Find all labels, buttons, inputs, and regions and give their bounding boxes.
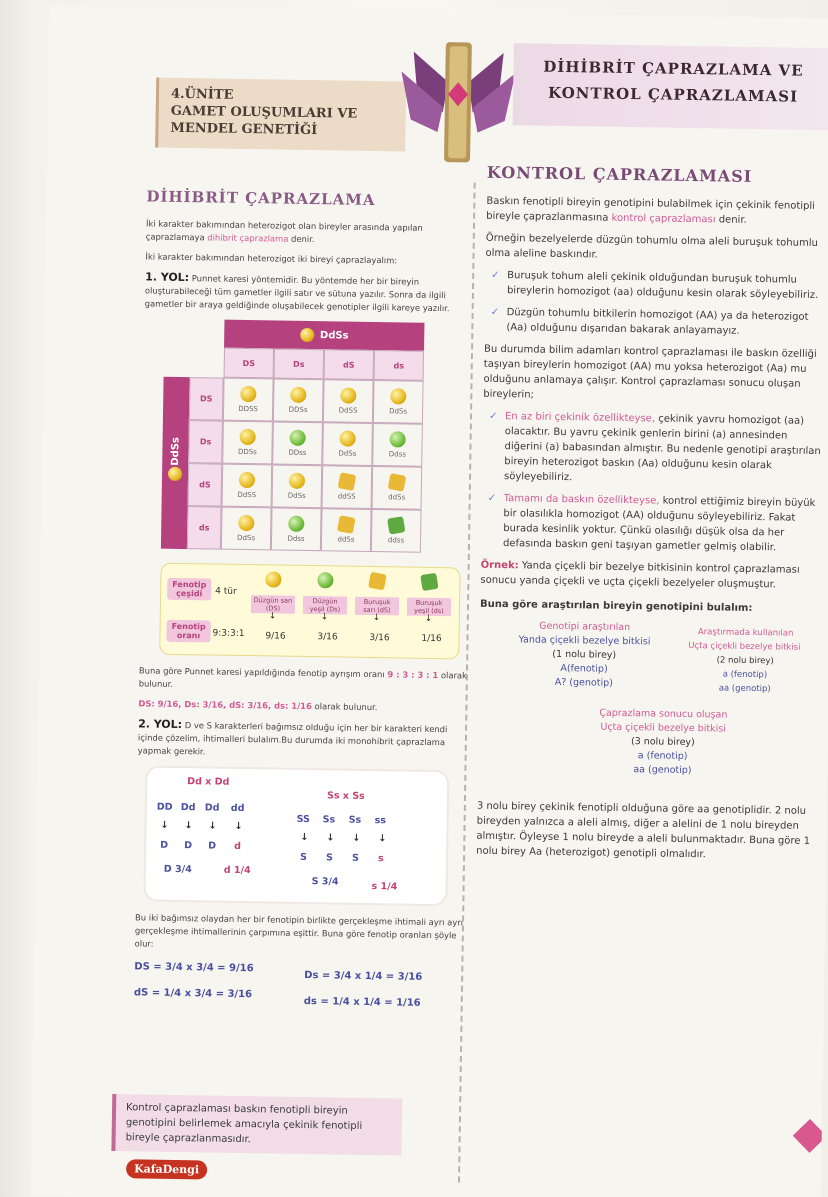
- page-title-line-1: DİHİBRİT ÇAPRAZLAMA VE: [543, 57, 804, 80]
- fractions-end: olarak bulunur.: [314, 701, 378, 713]
- punnett-cell-genotype: DdSs: [237, 533, 256, 543]
- punnett-cell: [272, 464, 323, 508]
- page-title-band: [513, 43, 828, 130]
- pea-icon: [239, 472, 255, 488]
- right-sum-dominant: S 3/4: [311, 876, 339, 888]
- pheno-value-Ds: 3/16: [317, 632, 338, 643]
- kontrol-def-text: Baskın fenotipli bireyin genotipini bulabilmek için çekinik fenotipli bireyle çaprazlanmasına: [486, 195, 816, 224]
- wrinkled-yellow-pea-icon: [368, 572, 387, 591]
- punnett-cell-genotype: DDSS: [238, 404, 258, 414]
- pea-icon: [340, 387, 356, 403]
- punnett-col-gamete: DS: [224, 348, 274, 379]
- independence-paragraph: Bu iki bağımsız olaydan her bir fenotipin birlikte gerçekleşme ihtimali ayrı ayrı gerçekleşme ihtimallerinin çarpımına eşittir. Buna göre fenotip oranları şöyle olur:: [134, 912, 464, 949]
- punnett-cell: [222, 421, 273, 465]
- geno: ss: [374, 815, 387, 827]
- left-sum-dominant: D 3/4: [163, 863, 192, 876]
- down-arrow-icon: ↓: [326, 832, 335, 844]
- smooth-yellow-pea-icon: [265, 571, 281, 587]
- punnett-col-gamete: Ds: [274, 348, 324, 379]
- check-item-lead: En az biri çekinik özellikteyse,: [504, 411, 656, 425]
- monohybrid-crosses: [145, 768, 447, 905]
- pheno-tag-DS: Düzgün sarı (DS): [251, 595, 295, 614]
- punnett-side-parent: [161, 377, 190, 549]
- formula-DS: DS = 3/4 x 3/4 = 9/16: [134, 961, 254, 975]
- punnett-cell-genotype: DdSS: [237, 490, 257, 500]
- ex-b1: Araştırmada kullanılan: [697, 627, 794, 639]
- dihibrit-heading: DİHİBRİT ÇAPRAZLAMA: [146, 187, 376, 210]
- down-arrow-icon: ↓: [208, 820, 217, 832]
- pheno-tag-dS: Buruşuk sarı (dS): [355, 597, 399, 616]
- pheno-value-dS: 3/16: [369, 632, 390, 644]
- yellow-pea-icon: [168, 466, 182, 480]
- phenotype-summary: [159, 563, 460, 660]
- formula-block: [134, 957, 465, 1022]
- pea-icon: [288, 516, 304, 532]
- down-arrow-icon: ↓: [184, 820, 193, 832]
- wrinkled-green-pea-icon: [420, 573, 438, 591]
- smooth-green-pea-icon: [317, 572, 333, 588]
- ex-a5: A? (genotip): [554, 676, 613, 689]
- unit-title-line-1: GAMET OLUŞUMLARI VE: [170, 103, 358, 122]
- pheno-tag-ds: Buruşuk yeşil (ds): [407, 598, 451, 617]
- punnett-cell: [221, 507, 272, 551]
- pheno-value-ds: 1/16: [421, 633, 442, 645]
- punnett-cell: [322, 465, 373, 509]
- yol2-label: 2. YOL:: [138, 717, 183, 732]
- def-text: İki karakter bakımından heterozigot olan bireyler arasında yapılan çaprazlamaya: [145, 218, 423, 243]
- punnett-cell: [271, 507, 322, 551]
- pea-icon: [240, 429, 256, 445]
- yol1-text: Punnet karesi yöntemidir. Bu yöntemde her bir bireyin oluşturabileceği tüm gametler ilgili satır ve sütuna yazılır. Sonra da ilgili gametler bir araya geldiğinde oluşabilecek genotipler ilgili kareye yazılır.: [144, 273, 450, 314]
- pea-icon: [240, 386, 256, 402]
- punnett-cell: [222, 464, 273, 508]
- check-item: ✓ Buruşuk tohum aleli çekinik olduğundan buruşuk tohumlu bireylerin homozigot (aa) olduğunu kesin olarak söyleyebiliriz.: [491, 268, 825, 303]
- conclusion-text: Buna göre Punnet karesi yapıldığında fenotip ayrışım oranı: [138, 665, 385, 680]
- check-item-text: çekinik yavru homozigot (aa) olacaktır. Bu yavru çekinik genlerin birini (a) annesinden diğerini (a) babasından almıştır. Bu nedenle genotipi araştırılan bireyin heterozigot baskın (Aa) olduğunu kesin olarak söyleyebiliriz.: [503, 413, 821, 484]
- example-solution: 3 nolu birey çekinik fenotipli olduğuna göre aa genotiplidir. 2 nolu bireyden yalnızca a aleli almış, diğer a alelini de 1 nolu bireyden almıştır. Öyleyse 1 nolu bireyde a aleli bulunmaktadır. Buna göre 1 nolu birey Aa (heterozigot) genotipli olmalıdır.: [476, 800, 811, 861]
- punnett-row-gamete: dS: [188, 463, 223, 507]
- check-item-text: kontrol ettiğimiz bireyin büyük bir olasılıkla homozigot (AA) olduğunu söyleyebiliriz. Fakat burada kesinlik yoktur. Çünkü olasılığı düşük olsa da her defasında baskın geni taşıyan gametler gelmiş olabilir.: [502, 495, 816, 554]
- phenotype-fractions: [138, 697, 468, 715]
- punnett-col-gamete: ds: [374, 350, 424, 381]
- check-list-1: [490, 268, 825, 340]
- pea-icon: [337, 515, 356, 534]
- punnett-cell: [371, 509, 422, 553]
- down-arrow-icon: ↓: [378, 833, 387, 845]
- down-arrow-icon: ↓: [268, 611, 277, 622]
- punnett-cell-genotype: ddSs: [337, 535, 355, 544]
- punnett-square: [161, 319, 465, 564]
- left-column: [134, 187, 477, 1022]
- ex-b3: (2 nolu birey): [716, 655, 774, 667]
- pheno: S: [325, 852, 333, 864]
- pea-icon: [290, 430, 306, 446]
- punnett-row-gamete: DS: [189, 377, 224, 421]
- punnett-row-gamete: ds: [187, 506, 222, 550]
- geno: SS: [296, 813, 310, 826]
- unit-title-line-2: MENDEL GENETİĞİ: [170, 120, 318, 139]
- down-arrow-icon: ↓: [352, 832, 361, 844]
- formula-Ds: Ds = 3/4 x 1/4 = 3/16: [304, 969, 423, 983]
- punnett-cell: [373, 380, 424, 424]
- punnett-cell-genotype: DdSs: [287, 491, 306, 500]
- punnett-cell-genotype: DdSs: [338, 449, 357, 458]
- example-question: Buna göre araştırılan bireyin genotipini bulalım:: [479, 598, 753, 614]
- punnett-cell-genotype: DdSs: [389, 407, 408, 416]
- unit-header: [155, 78, 406, 152]
- yol2-text: D ve S karakterleri bağımsız olduğu için her bir karakteri kendi içinde çözelim, ihtimalleri bulalım.Bu durumda iki monohibrit çaprazlama yapmak gerekir.: [137, 720, 448, 757]
- kafadengi-logo: KafaDengi: [126, 1159, 207, 1179]
- fractions-list: DS: 9/16, Ds: 3/16, dS: 3/16, ds: 1/16: [138, 698, 312, 712]
- pea-icon: [388, 473, 407, 492]
- down-arrow-icon: ↓: [372, 613, 381, 624]
- ex-b4: a (fenotip): [722, 669, 768, 681]
- check-list-2: [487, 409, 823, 556]
- geno: DD: [156, 801, 173, 813]
- ex-c2: Uçta çiçekli bezelye bitkisi: [600, 721, 726, 735]
- ex-a2: Yanda çiçekli bezelye bitkisi: [518, 634, 651, 648]
- pheno-value-DS: 9/16: [265, 631, 286, 642]
- example-intro: Örneğin bezelyelerde düzgün tohumlu olma aleli buruşuk tohumlu olma aleline baskındır.: [485, 232, 818, 261]
- pheno-tag-Ds: Düzgün yeşil (Ds): [303, 596, 347, 615]
- example-paragraph: [480, 558, 820, 593]
- pheno: d: [234, 840, 242, 852]
- yol1-label: 1. YOL:: [145, 270, 190, 285]
- punnett-cell-genotype: DDSs: [288, 405, 308, 414]
- kontrol-heading: KONTROL ÇAPRAZLAMASI: [486, 162, 753, 186]
- punnett-conclusion: [139, 664, 469, 695]
- down-arrow-icon: ↓: [234, 820, 243, 833]
- yol2-paragraph: [138, 717, 469, 762]
- pea-icon: [390, 388, 406, 404]
- conclusion-end: olarak bulunur.: [138, 670, 468, 689]
- ex-b5: aa (genotip): [718, 683, 771, 695]
- right-column: [476, 163, 827, 871]
- geno: Dd: [180, 802, 196, 814]
- page-title-line-2: KONTROL ÇAPRAZLAMASI: [547, 83, 799, 106]
- pheno: D: [160, 839, 169, 851]
- pheno: D: [184, 840, 193, 852]
- punnett-cell-genotype: ddSs: [388, 493, 406, 502]
- punnett-top-parent: [224, 320, 424, 351]
- geno: Ss: [348, 814, 362, 826]
- punnett-cell: [273, 378, 324, 422]
- check-item: [488, 409, 823, 489]
- def-end: denir.: [291, 233, 315, 245]
- formula-dS: dS = 1/4 x 3/4 = 3/16: [133, 987, 253, 1001]
- left-cross-parents: Dd x Dd: [187, 776, 230, 788]
- fenotip-ratio: 9:3:3:1: [212, 628, 245, 640]
- dihibrit-definition: [146, 217, 476, 248]
- kontrol-def-term: kontrol çaprazlaması: [611, 212, 716, 226]
- punnett-cell: [223, 378, 274, 422]
- punnett-corner: [190, 347, 224, 378]
- yellow-pea-icon: [300, 328, 314, 342]
- pea-icon: [340, 430, 356, 446]
- parent-genotype-side: DdSs: [169, 436, 182, 466]
- punnett-cell: [372, 423, 423, 467]
- punnett-cell-genotype: DdSS: [338, 406, 358, 415]
- ex-a1: Genotipi araştırılan: [539, 620, 631, 634]
- pheno: S: [351, 852, 359, 864]
- right-sum-recessive: s 1/4: [371, 881, 398, 893]
- punnett-cell-genotype: Ddss: [388, 450, 407, 459]
- kontrol-definition: [486, 194, 826, 229]
- punnett-cell: [322, 422, 373, 466]
- geno: dd: [230, 802, 245, 815]
- pea-icon: [289, 473, 305, 489]
- check-item-lead: Tamamı da baskın özellikteyse,: [503, 493, 660, 507]
- ornek-label: Örnek:: [480, 559, 519, 572]
- check-item: ✓ Düzgün tohumlu bitkilerin homozigot (AA) ya da heterozigot (Aa) olduğunu dışarıdan bakarak anlayamayız.: [490, 305, 824, 340]
- punnett-grid: [187, 347, 424, 553]
- punnett-cell-genotype: DDss: [288, 448, 307, 457]
- punnett-cell-genotype: DDSs: [237, 447, 257, 457]
- example-diagram: [477, 619, 820, 804]
- pea-icon: [238, 515, 254, 531]
- conclusion-ratio: 9 : 3 : 3 : 1: [387, 669, 439, 681]
- ex-c4: a (fenotip): [637, 750, 688, 762]
- ex-b2: Uçta çiçekli bezelye bitkisi: [688, 640, 801, 653]
- punnett-cell-genotype: Ddss: [287, 534, 305, 543]
- pea-icon: [290, 387, 306, 403]
- pea-icon: [387, 516, 405, 534]
- down-arrow-icon: ↓: [160, 819, 169, 831]
- textbook-page: [31, 6, 828, 1197]
- formula-ds: ds = 1/4 x 1/4 = 1/16: [303, 995, 421, 1009]
- punnett-cell: [272, 421, 323, 465]
- ornek-text: Yanda çiçekli bir bezelye bitkisinin kontrol çaprazlaması sonucu yanda çiçekli ve uçta çiçekli bezelyeler oluşmuştur.: [480, 560, 800, 591]
- punnett-cell-genotype: ddss: [387, 536, 405, 545]
- kontrol-def-end: denir.: [718, 214, 747, 226]
- unit-number: 4.ÜNİTE: [170, 86, 234, 103]
- down-arrow-icon: ↓: [300, 831, 309, 844]
- pheno: s: [377, 853, 384, 865]
- ex-c3: (3 nolu birey): [630, 736, 695, 749]
- punnett-cell: [372, 466, 423, 510]
- ex-a4: A(fenotip): [560, 662, 608, 675]
- summary-box: Kontrol çaprazlaması baskın fenotipli bireyin genotipini belirlemek amacıyla çekinik fenotipli bireyle çaprazlanmasıdır.: [111, 1094, 402, 1156]
- def-term: dihibrit çaprazlama: [207, 232, 289, 244]
- punnett-cell: [321, 508, 372, 552]
- control-explanation: Bu durumda bilim adamları kontrol çaprazlaması ile baskın özelliği taşıyan bireylerin homozigot (AA) mu yoksa heterozigot (Aa) mu olduğunu anlamaya çalışır. Kontrol çaprazlaması sonucu oluşan bireylerin;: [483, 343, 817, 401]
- punnett-col-gamete: dS: [324, 349, 374, 380]
- pheno: D: [208, 840, 217, 852]
- pea-icon: [390, 431, 406, 447]
- fenotip-cesidi-label: Fenotip çeşidi: [167, 578, 211, 601]
- wing-emblem-icon: [392, 11, 524, 173]
- ex-c5: aa (genotip): [633, 764, 692, 777]
- ex-c1: Çaprazlama sonucu oluşan: [599, 707, 728, 721]
- check-item: [487, 491, 822, 556]
- fenotip-count: 4 tür: [215, 586, 237, 597]
- punnett-cell-genotype: ddSS: [337, 492, 356, 501]
- parent-genotype-top: DdSs: [319, 329, 349, 342]
- cross-intro: İki karakter bakımından heterozigot iki bireyi çaprazlayalım:: [145, 251, 398, 266]
- pea-icon: [338, 472, 357, 491]
- ex-a3: (1 nolu birey): [552, 648, 617, 661]
- down-arrow-icon: ↓: [320, 612, 329, 623]
- yol1-paragraph: [145, 270, 476, 315]
- right-cross-parents: Ss x Ss: [326, 790, 365, 802]
- fenotip-orani-label: Fenotip oranı: [166, 620, 210, 643]
- geno: Dd: [204, 802, 220, 814]
- left-sum-recessive: d 1/4: [223, 864, 251, 877]
- punnett-cell: [323, 379, 374, 423]
- punnett-row-gamete: Ds: [188, 420, 223, 464]
- pheno: S: [299, 851, 307, 864]
- down-arrow-icon: ↓: [424, 613, 433, 624]
- geno: Ss: [322, 814, 336, 826]
